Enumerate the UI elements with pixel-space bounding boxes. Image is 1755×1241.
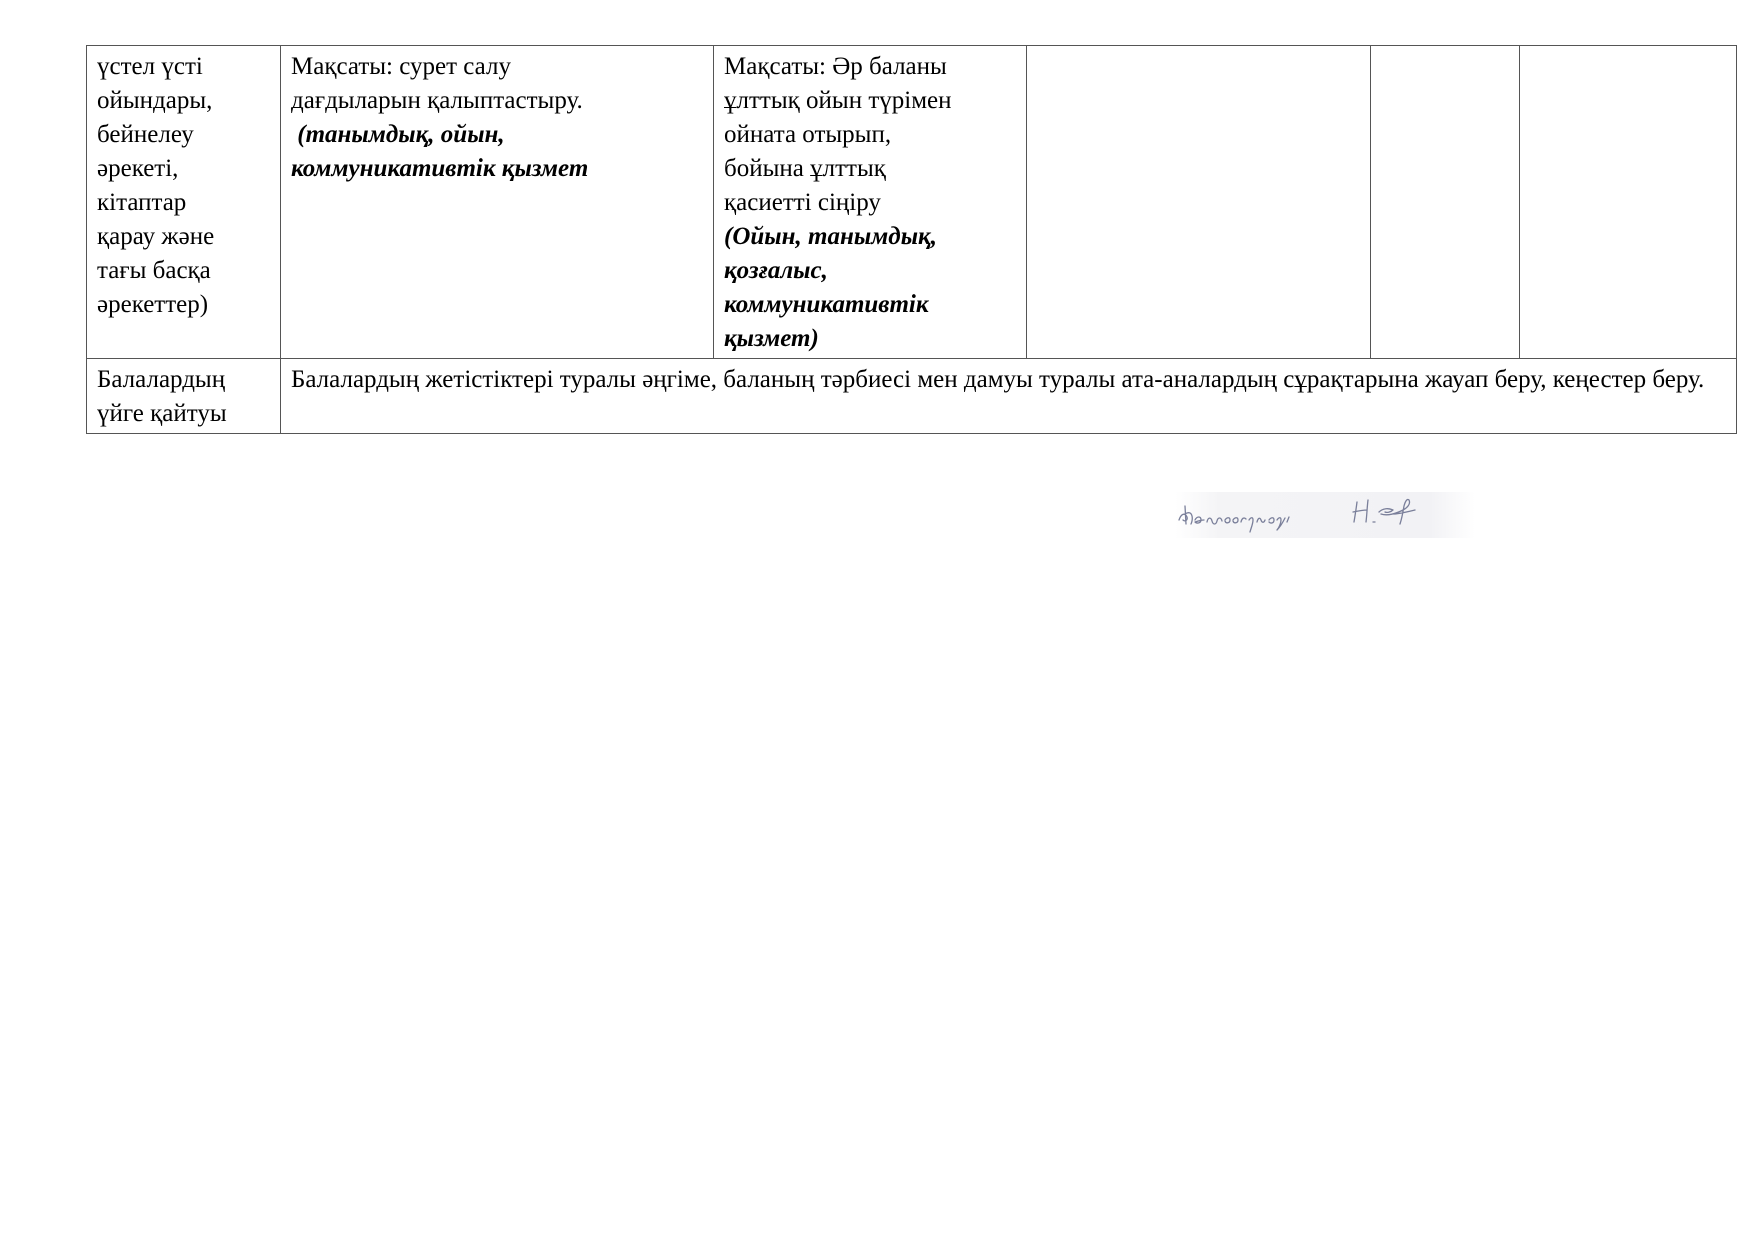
national-game-goal-cell bbox=[714, 46, 1027, 359]
goal-text-line: Мақсаты: сурет салу bbox=[291, 53, 511, 80]
text-line: бейнелеу bbox=[97, 121, 194, 148]
goal-text-line: дағдыларын қалыптастыру. bbox=[291, 87, 583, 114]
activity-tag-line: қызмет) bbox=[724, 325, 819, 352]
activity-tag-line: коммуникативтік қызмет bbox=[291, 155, 589, 182]
text-line: Балалардың bbox=[97, 366, 226, 393]
goal-text-line: ұлттық ойын түрімен bbox=[724, 87, 952, 114]
text-line: әрекеттер) bbox=[97, 291, 209, 318]
drawing-goal-cell bbox=[281, 46, 714, 359]
empty-cell-6 bbox=[1520, 46, 1737, 359]
goal-text-line: қасиетті сіңіру bbox=[724, 189, 881, 216]
going-home-label-cell bbox=[87, 359, 281, 434]
text-line: тағы басқа bbox=[97, 257, 211, 284]
handwritten-signature bbox=[1175, 492, 1475, 538]
daily-plan-table bbox=[86, 45, 1737, 434]
text-line: кітаптар bbox=[97, 189, 187, 216]
activity-tag-line: коммуникативтік bbox=[724, 291, 929, 318]
empty-cell-4 bbox=[1027, 46, 1371, 359]
activity-tag-line: қозғалыс, bbox=[724, 257, 828, 284]
text-line: үйге қайтуы bbox=[97, 400, 227, 427]
empty-cell-5 bbox=[1371, 46, 1520, 359]
activity-type-cell bbox=[87, 46, 281, 359]
text-line: үстел үсті bbox=[97, 53, 203, 80]
goal-text-line: Мақсаты: Әр баланы bbox=[724, 53, 947, 80]
table-row-activities bbox=[87, 46, 1737, 359]
text-line: қарау және bbox=[97, 223, 215, 250]
activity-tag-line: (танымдық, ойын, bbox=[291, 121, 505, 148]
goal-text-line: ойната отырып, bbox=[724, 121, 892, 148]
text-line: әрекеті, bbox=[97, 155, 179, 182]
goal-text-line: бойына ұлттық bbox=[724, 155, 886, 182]
activity-tag-line: (Ойын, танымдық, bbox=[724, 223, 937, 250]
table-row-going-home bbox=[87, 359, 1737, 434]
signature-drawing bbox=[1175, 492, 1475, 538]
text-line: ойындары, bbox=[97, 87, 213, 114]
going-home-text-cell: Балалардың жетістіктері туралы әңгіме, баланың тәрбиесі мен дамуы туралы ата-аналардың сұрақтарына жауап беру, кеңестер беру. bbox=[281, 359, 1737, 434]
